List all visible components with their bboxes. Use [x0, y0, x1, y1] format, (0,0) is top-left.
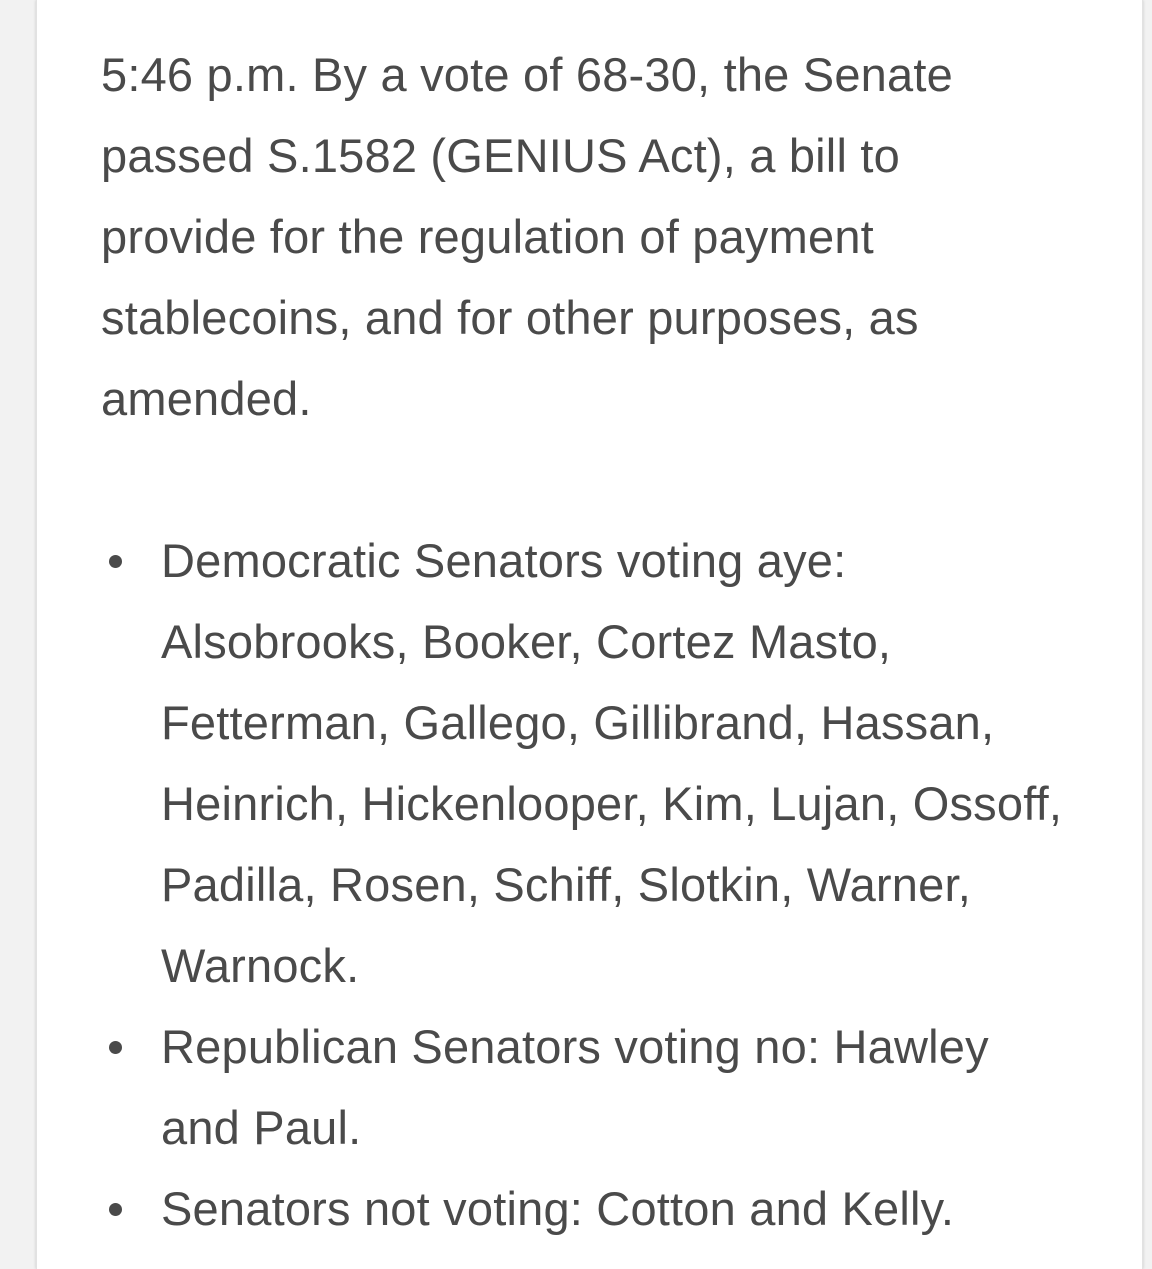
bullet-icon: [109, 555, 122, 568]
list-item-text: Democratic Senators voting aye: Alsobrooks, Booker, Cortez Masto, Fetterman, Gallego, Gillibrand, Hassan, Heinrich, Hickenlooper, Kim, Lujan, Ossoff, Padilla, Rosen, Schiff, Slotkin, Warner, Warnock.: [161, 534, 1063, 992]
vote-summary-paragraph: 5:46 p.m. By a vote of 68-30, the Senate passed S.1582 (GENIUS Act), a bill to provide for the regulation of payment stablecoins, and for other purposes, as amended.: [101, 48, 953, 425]
bullet-icon: [109, 1203, 122, 1216]
list-item-republican-no: [101, 1006, 1081, 1168]
vote-breakdown-list: [101, 520, 1091, 1249]
article-card: [36, 0, 1143, 1269]
list-item-text: Senators not voting: Cotton and Kelly.: [161, 1182, 955, 1235]
article-body: [101, 34, 1091, 1249]
list-item-not-voting: [101, 1168, 1081, 1249]
list-item-text: Republican Senators voting no: Hawley and Paul.: [161, 1020, 989, 1154]
bullet-icon: [109, 1041, 122, 1054]
list-item-democratic-aye: [101, 520, 1081, 1006]
